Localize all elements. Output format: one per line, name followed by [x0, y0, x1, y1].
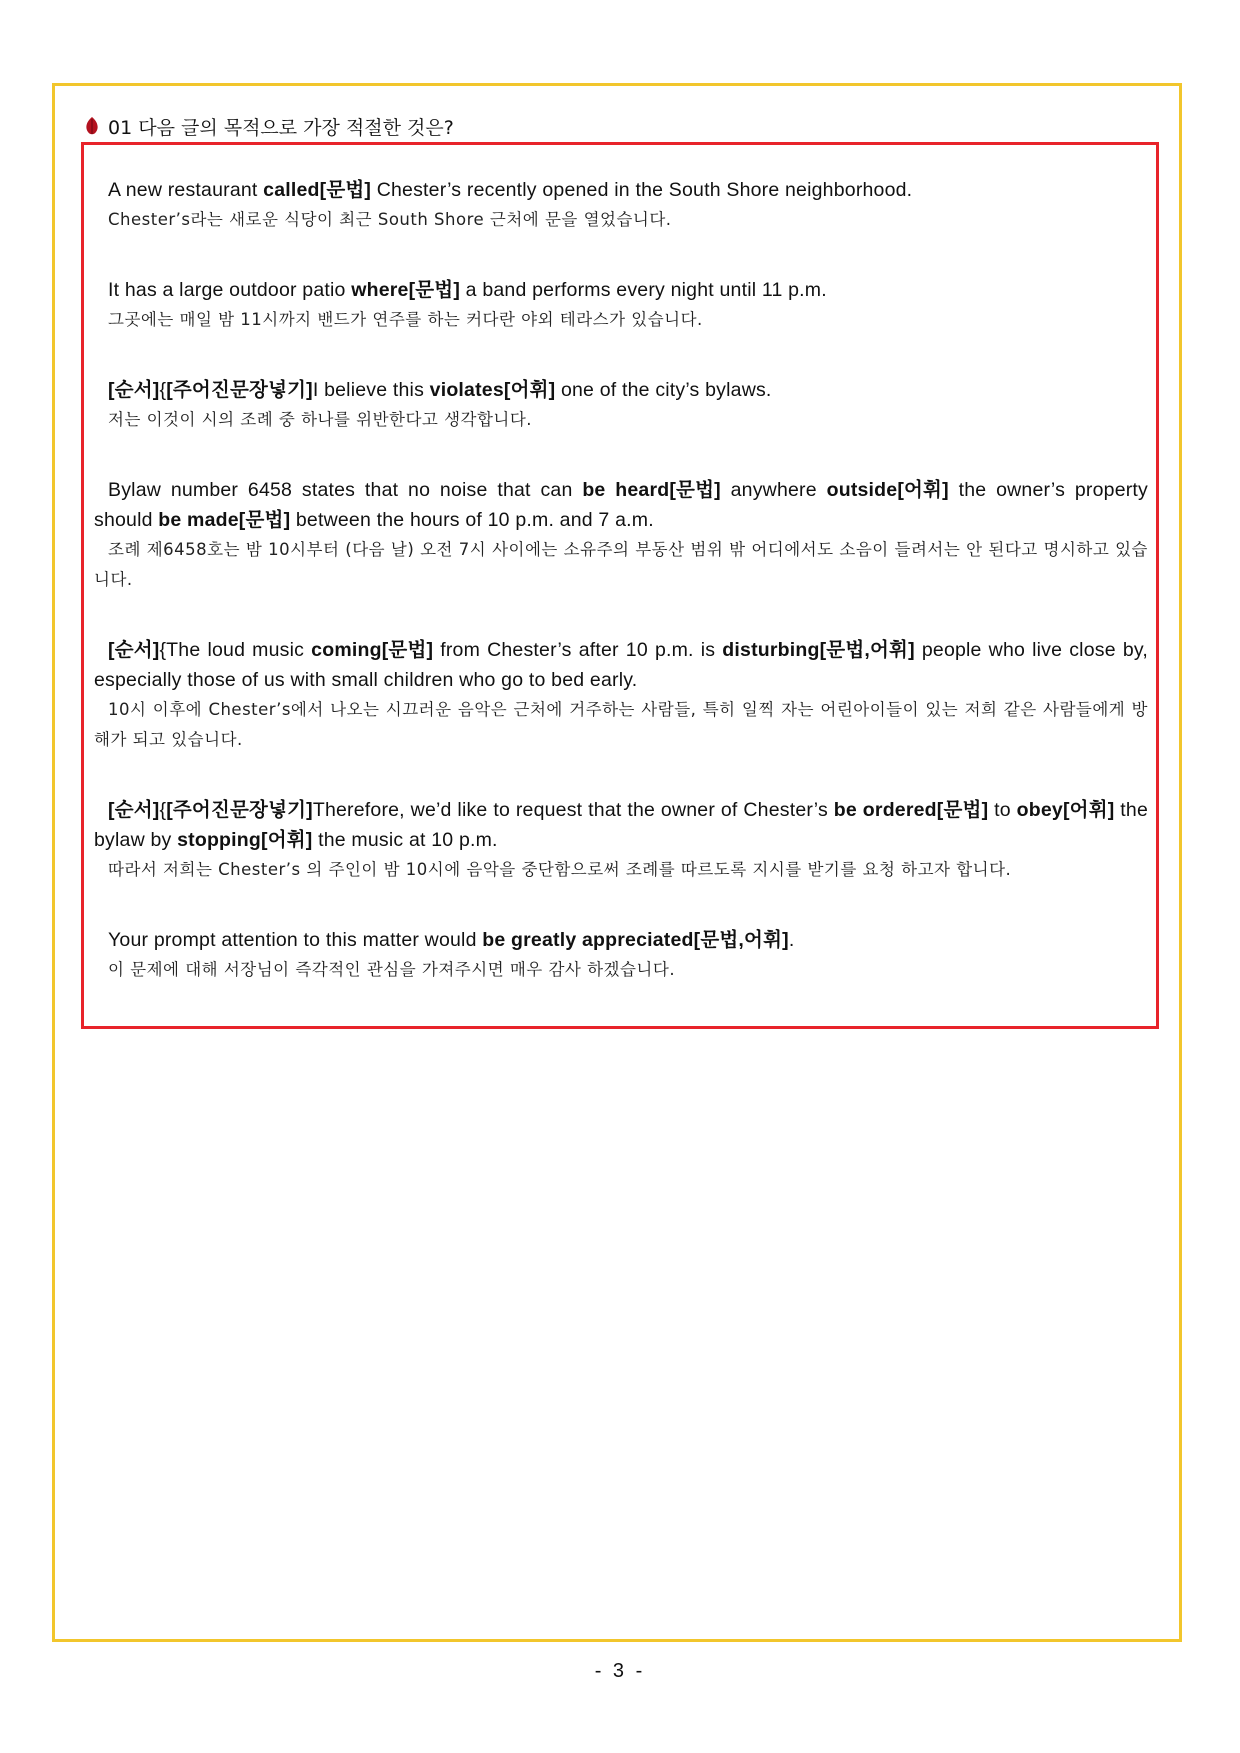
english-sentence	[94, 375, 1148, 405]
annotated-term: be greatly appreciated[문법,어휘]	[482, 929, 789, 951]
sentence-text: A new restaurant	[108, 179, 264, 201]
annotated-term: coming[문법]	[311, 639, 434, 661]
annotated-term: [순서]	[108, 379, 160, 401]
sentence-text: {	[159, 379, 167, 401]
passage-paragraph	[94, 175, 1148, 235]
annotated-term: [순서]	[108, 799, 160, 821]
sentence-text: Chester’s recently opened in the South Shore neighborhood.	[371, 179, 913, 201]
passage-paragraph	[94, 375, 1148, 435]
passage-paragraph	[94, 925, 1148, 985]
annotated-term: violates[어휘]	[429, 379, 556, 401]
korean-translation: 그곳에는 매일 밤 11시까지 밴드가 연주를 하는 커다란 야외 테라스가 있습니다.	[108, 310, 703, 329]
sentence-text: {The loud music	[159, 639, 312, 661]
sentence-text: between the hours of 10 p.m. and 7 a.m.	[290, 509, 654, 531]
english-sentence	[94, 635, 1148, 695]
sentence-text: a band performs every night until 11 p.m.	[460, 279, 827, 301]
sentence-text: Bylaw number 6458 states that no noise that can	[108, 479, 583, 501]
english-sentence	[94, 475, 1148, 535]
sentence-text: Therefore, we’d like to request that the owner of Chester’s	[312, 799, 834, 821]
sentence-text: people who live close by, especially those of us with small children who go to bed early.	[94, 639, 1148, 691]
korean-translation: 이 문제에 대해 서장님이 즉각적인 관심을 가져주시면 매우 감사 하겠습니다.	[108, 960, 676, 979]
korean-translation: 10시 이후에 Chester’s에서 나오는 시끄러운 음악은 근처에 거주하는 사람들, 특히 일찍 자는 어린아이들이 있는 저희 같은 사람들에게 방해가 되고 있습니다.	[94, 700, 1148, 749]
passage-paragraph	[94, 475, 1148, 595]
sentence-text: the owner’s property should	[94, 479, 1148, 531]
annotated-term: stopping[어휘]	[177, 829, 313, 851]
question-heading	[84, 111, 454, 141]
sentence-text: the bylaw by	[94, 799, 1149, 851]
annotated-term: be ordered[문법]	[833, 799, 989, 821]
sentence-text: Your prompt attention to this matter would	[108, 929, 483, 951]
annotated-term: disturbing[문법,어휘]	[722, 639, 915, 661]
annotated-term: outside[어휘]	[826, 479, 949, 501]
korean-translation: Chester’s라는 새로운 식당이 최근 South Shore 근처에 문을 열었습니다.	[108, 210, 672, 229]
annotated-term: be heard[문법]	[582, 479, 721, 501]
passage-paragraph	[94, 795, 1148, 885]
leaf-bullet-icon	[84, 116, 100, 136]
annotated-term: called[문법]	[263, 179, 372, 201]
korean-translation: 조례 제6458호는 밤 10시부터 (다음 날) 오전 7시 사이에는 소유주의 부동산 범위 밖 어디에서도 소음이 들려서는 안 된다고 명시하고 있습니다.	[94, 540, 1148, 589]
annotated-term: be made[문법]	[158, 509, 291, 531]
passage-paragraph	[94, 635, 1148, 755]
korean-translation: 저는 이것이 시의 조례 중 하나를 위반한다고 생각합니다.	[108, 410, 533, 429]
question-title: 01 다음 글의 목적으로 가장 적절한 것은?	[108, 116, 454, 139]
english-sentence	[94, 795, 1148, 855]
annotated-term: [순서]	[108, 639, 160, 661]
english-sentence	[94, 275, 1148, 305]
annotated-term: where[문법]	[351, 279, 461, 301]
sentence-text: the music at 10 p.m.	[312, 829, 498, 851]
annotated-term: [주어진문장넣기]	[166, 799, 313, 821]
sentence-text: {	[159, 799, 167, 821]
sentence-text: I believe this	[312, 379, 430, 401]
sentence-text: one of the city’s bylaws.	[555, 379, 772, 401]
sentence-text: from Chester’s after 10 p.m. is	[433, 639, 723, 661]
annotated-term: obey[어휘]	[1016, 799, 1115, 821]
annotated-term: [주어진문장넣기]	[166, 379, 313, 401]
sentence-text: to	[988, 799, 1017, 821]
passage-box	[81, 142, 1159, 1029]
sentence-text: It has a large outdoor patio	[108, 279, 352, 301]
english-sentence	[94, 925, 1148, 955]
korean-translation: 따라서 저희는 Chester’s 의 주인이 밤 10시에 음악을 중단함으로써 조례를 따르도록 지시를 받기를 요청 하고자 합니다.	[108, 860, 1012, 879]
sentence-text: anywhere	[720, 479, 827, 501]
passage-paragraph	[94, 275, 1148, 335]
english-sentence	[94, 175, 1148, 205]
sentence-text: .	[788, 929, 795, 951]
page-number: - 3 -	[594, 1660, 646, 1682]
